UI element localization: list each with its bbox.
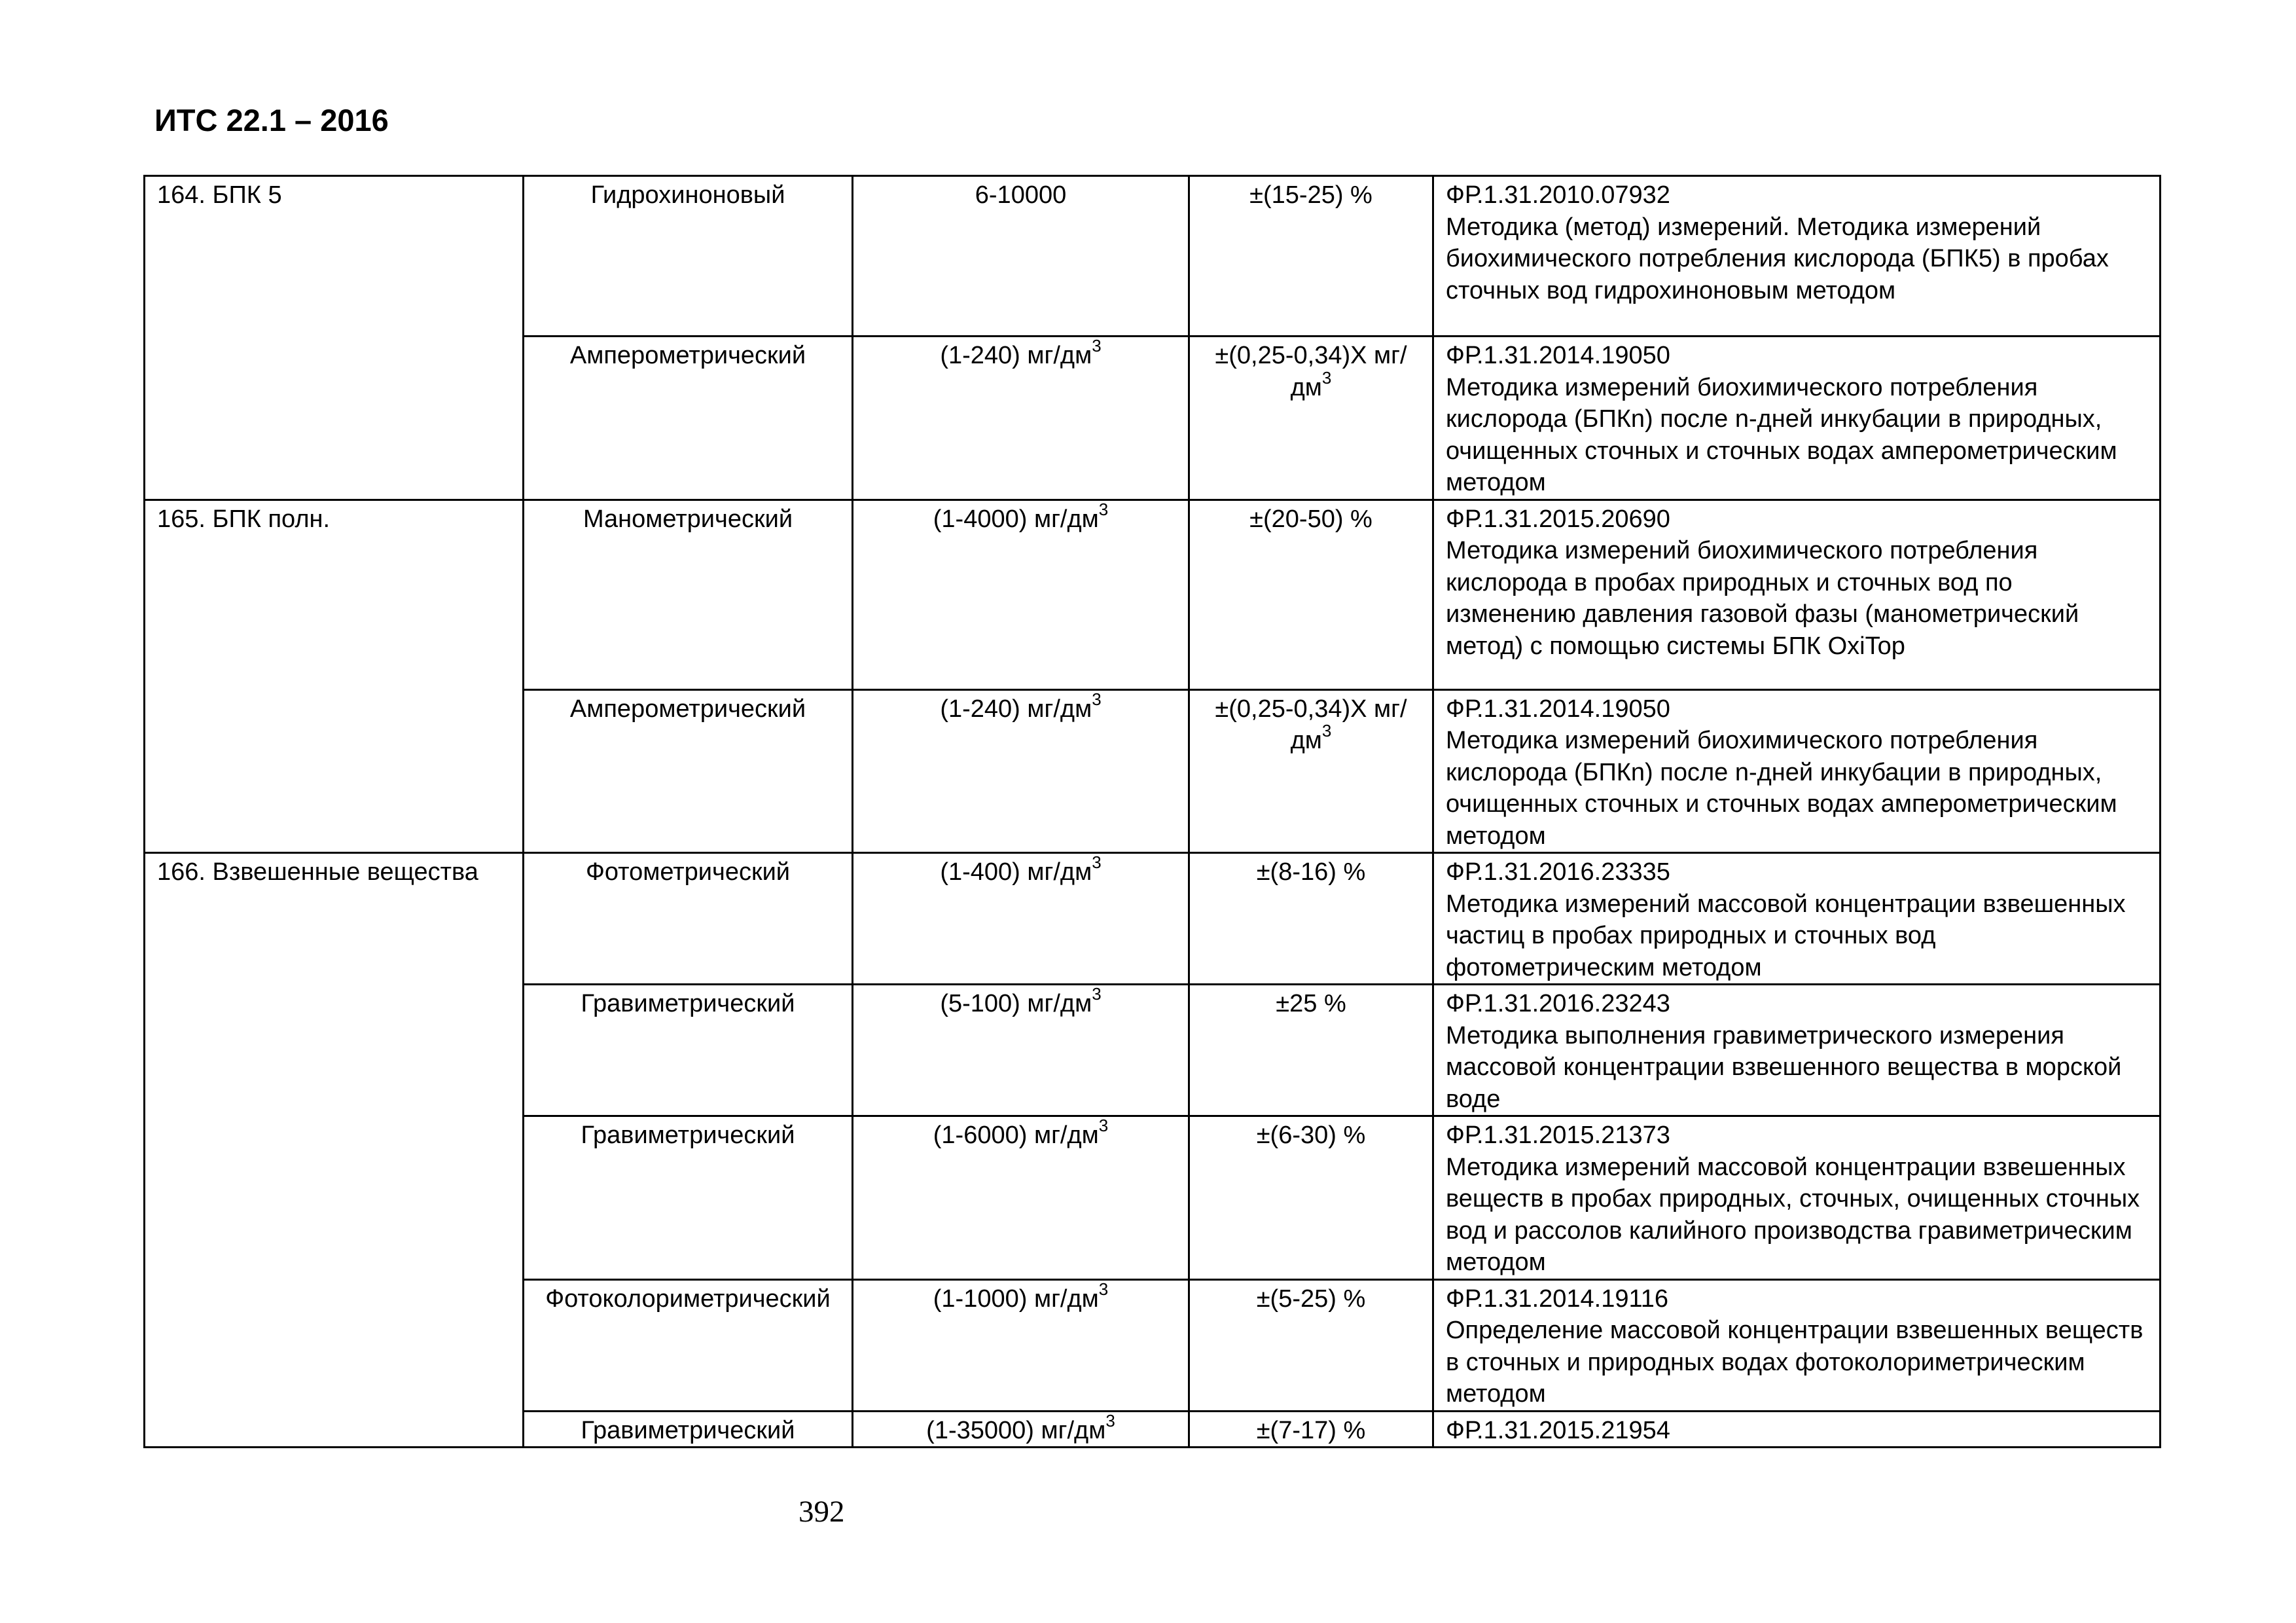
range-text: (1-240) мг/дм xyxy=(940,695,1092,723)
document-cell xyxy=(1433,1279,2161,1411)
range-text: (1-400) мг/дм xyxy=(940,858,1092,886)
unit-power: 3 xyxy=(1098,1279,1109,1299)
indicator-cell: 164. БПК 5 xyxy=(145,176,524,500)
range-text: (1-4000) мг/дм xyxy=(933,505,1099,533)
method-cell: Гидрохиноновый xyxy=(524,176,853,337)
document-title: Методика (метод) измерений. Методика измерений биохимического потребления кислорода (БПК5) в пробах сточных вод гидрохиноновым методом xyxy=(1446,213,2109,304)
error-cell: ±(8-16) % xyxy=(1189,853,1433,985)
error-cell: ±(20-50) % xyxy=(1189,500,1433,689)
table-row xyxy=(145,176,2161,337)
unit-power: 3 xyxy=(1098,500,1109,519)
document-code: ФР.1.31.2010.07932 xyxy=(1446,181,1670,209)
range-cell xyxy=(853,1116,1189,1280)
page-number: 392 xyxy=(798,1495,845,1529)
range-cell xyxy=(853,689,1189,853)
method-cell: Гравиметрический xyxy=(524,1116,853,1280)
document-code: ФР.1.31.2016.23243 xyxy=(1446,990,1670,1017)
error-cell xyxy=(1189,337,1433,500)
document-cell xyxy=(1433,176,2161,337)
document-title: Методика выполнения гравиметрического измерения массовой концентрации взвешенного вещества в морской воде xyxy=(1446,1021,2122,1113)
document-code: ФР.1.31.2015.21954 xyxy=(1446,1416,1670,1444)
range-cell: 6-10000 xyxy=(853,176,1189,337)
range-text: (1-35000) мг/дм xyxy=(926,1416,1106,1444)
range-cell xyxy=(853,1411,1189,1448)
method-cell: Фотометрический xyxy=(524,853,853,985)
error-cell: ±(5-25) % xyxy=(1189,1279,1433,1411)
unit-power: 3 xyxy=(1098,1116,1109,1136)
document-code: ФР.1.31.2015.20690 xyxy=(1446,505,1670,533)
unit-power: 3 xyxy=(1321,721,1332,741)
document-code: ФР.1.31.2014.19050 xyxy=(1446,695,1670,723)
document-cell xyxy=(1433,853,2161,985)
document-title: Методика измерений биохимического потребления кислорода в пробах природных и сточных вод по изменению давления газовой фазы (манометрический метод) с помощью системы БПК OxiTop xyxy=(1446,537,2079,660)
document-cell xyxy=(1433,1116,2161,1280)
error-cell: ±25 % xyxy=(1189,985,1433,1116)
error-cell: ±(7-17) % xyxy=(1189,1411,1433,1448)
unit-power: 3 xyxy=(1092,689,1102,709)
method-cell: Гравиметрический xyxy=(524,985,853,1116)
range-cell xyxy=(853,985,1189,1116)
indicator-cell: 166. Взвешенные вещества xyxy=(145,853,524,1448)
indicator-cell: 165. БПК полн. xyxy=(145,500,524,853)
method-cell: Амперометрический xyxy=(524,689,853,853)
method-cell: Амперометрический xyxy=(524,337,853,500)
table-row xyxy=(145,853,2161,985)
methods-table xyxy=(143,175,2161,1448)
document-cell xyxy=(1433,500,2161,689)
document-title: Методика измерений массовой концентрации взвешенных частиц в пробах природных и сточных вод фотометрическим методом xyxy=(1446,890,2126,981)
error-text: ±(0,25-0,34)Х мг/дм xyxy=(1215,695,1407,754)
error-text: ±(0,25-0,34)Х мг/дм xyxy=(1215,342,1407,401)
range-text: (1-6000) мг/дм xyxy=(933,1122,1099,1149)
range-text: (5-100) мг/дм xyxy=(940,990,1092,1017)
table-row xyxy=(145,500,2161,689)
document-code: ФР.1.31.2014.19050 xyxy=(1446,342,1670,369)
range-cell xyxy=(853,500,1189,689)
document-cell xyxy=(1433,689,2161,853)
unit-power: 3 xyxy=(1092,984,1102,1004)
document-title: Методика измерений биохимического потребления кислорода (БПКn) после n-дней инкубации в природных, очищенных сточных и сточных водах амперометрическим методом xyxy=(1446,727,2117,850)
unit-power: 3 xyxy=(1092,852,1102,873)
range-cell xyxy=(853,1279,1189,1411)
document-title: Методика измерений массовой концентрации взвешенных веществ в пробах природных, сточных, очищенных сточных вод и рассолов калийного производства гравиметрическим методом xyxy=(1446,1153,2140,1276)
range-text: (1-240) мг/дм xyxy=(940,342,1092,369)
unit-power: 3 xyxy=(1321,367,1332,388)
page-header: ИТС 22.1 – 2016 xyxy=(154,103,389,137)
unit-power: 3 xyxy=(1105,1411,1115,1431)
document-code: ФР.1.31.2014.19116 xyxy=(1446,1285,1669,1313)
range-cell xyxy=(853,853,1189,985)
document-cell xyxy=(1433,337,2161,500)
unit-power: 3 xyxy=(1092,336,1102,356)
method-cell: Манометрический xyxy=(524,500,853,689)
document-code: ФР.1.31.2015.21373 xyxy=(1446,1122,1670,1149)
document-cell xyxy=(1433,1411,2161,1448)
method-cell: Гравиметрический xyxy=(524,1411,853,1448)
document-title: Методика измерений биохимического потребления кислорода (БПКn) после n-дней инкубации в природных, очищенных сточных и сточных водах амперометрическим методом xyxy=(1446,373,2117,496)
document-code: ФР.1.31.2016.23335 xyxy=(1446,858,1670,886)
document-title: Определение массовой концентрации взвешенных веществ в сточных и природных водах фотоколориметрическим методом xyxy=(1446,1317,2144,1408)
document-cell xyxy=(1433,985,2161,1116)
error-cell: ±(6-30) % xyxy=(1189,1116,1433,1280)
range-cell xyxy=(853,337,1189,500)
error-cell xyxy=(1189,689,1433,853)
range-text: (1-1000) мг/дм xyxy=(933,1285,1099,1313)
method-cell: Фотоколориметрический xyxy=(524,1279,853,1411)
error-cell: ±(15-25) % xyxy=(1189,176,1433,337)
